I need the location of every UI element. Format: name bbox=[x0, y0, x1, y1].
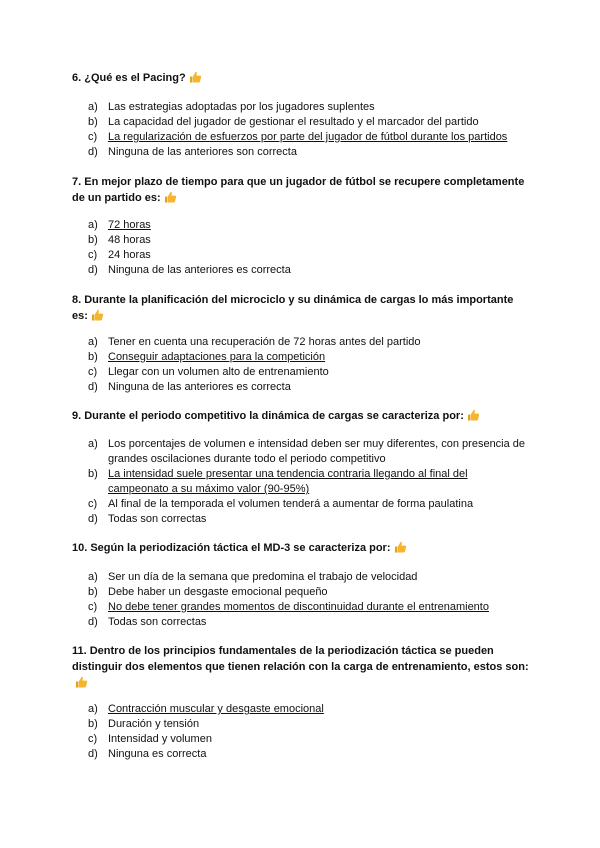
thumbs-up-icon bbox=[394, 540, 407, 556]
option-c-correct[interactable]: c) La regularización de esfuerzos por parte del jugador de fútbol durante los partidos bbox=[88, 131, 508, 143]
option-a[interactable]: a) Los porcentajes de volumen e intensidad deben ser muy diferentes, con presencia de grandes oscilaciones durante todo el periodo competitivo bbox=[88, 438, 526, 465]
question-text: 11. Dentro de los principios fundamentales de la periodización táctica se pueden distinguir dos elementos que tienen relación con la carga de entrenamiento, estos son: bbox=[72, 645, 529, 673]
question-8-title bbox=[72, 292, 532, 324]
thumbs-up-icon bbox=[189, 70, 202, 86]
option-c[interactable]: c) Llegar con un volumen alto de entrenamiento bbox=[88, 366, 329, 378]
thumbs-up-icon bbox=[467, 408, 480, 424]
question-11-options bbox=[88, 702, 528, 762]
question-10-title bbox=[72, 540, 532, 556]
question-9-options bbox=[88, 437, 528, 527]
option-a[interactable]: a) Ser un día de la semana que predomina el trabajo de velocidad bbox=[88, 571, 418, 583]
question-6-title bbox=[72, 70, 532, 86]
question-text: 6. ¿Qué es el Pacing? bbox=[72, 72, 186, 84]
question-10-options bbox=[88, 570, 528, 630]
question-text: 9. Durante el periodo competitivo la dinámica de cargas se caracteriza por: bbox=[72, 410, 464, 422]
option-a-correct[interactable]: a) 72 horas bbox=[88, 219, 151, 231]
question-7-options bbox=[88, 218, 528, 278]
question-8-options bbox=[88, 335, 528, 395]
option-d[interactable]: d) Ninguna de las anteriores son correcta bbox=[88, 146, 297, 158]
option-d[interactable]: d) Todas son correctas bbox=[88, 616, 207, 628]
option-a[interactable]: a) Tener en cuenta una recuperación de 72 horas antes del partido bbox=[88, 336, 421, 348]
option-b-correct[interactable]: b) Conseguir adaptaciones para la competición bbox=[88, 351, 326, 363]
thumbs-up-icon bbox=[91, 308, 104, 324]
option-b[interactable]: b) Duración y tensión bbox=[88, 718, 200, 730]
option-b[interactable]: b) 48 horas bbox=[88, 234, 151, 246]
option-b-correct[interactable]: b) La intensidad suele presentar una tendencia contraria llegando al final del campeonato a su máximo valor (90-95%) bbox=[88, 468, 468, 495]
thumbs-up-icon bbox=[75, 675, 88, 691]
option-a-correct[interactable]: a) Contracción muscular y desgaste emocional bbox=[88, 703, 324, 715]
option-a[interactable]: a) Las estrategias adoptadas por los jugadores suplentes bbox=[88, 101, 375, 113]
option-c[interactable]: c) Intensidad y volumen bbox=[88, 733, 212, 745]
question-text: 10. Según la periodización táctica el MD-3 se caracteriza por: bbox=[72, 542, 391, 554]
option-d[interactable]: d) Ninguna es correcta bbox=[88, 748, 207, 760]
thumbs-up-icon bbox=[164, 190, 177, 206]
question-9-title bbox=[72, 408, 532, 424]
option-b[interactable]: b) Debe haber un desgaste emocional pequeño bbox=[88, 586, 328, 598]
option-d[interactable]: d) Ninguna de las anteriores es correcta bbox=[88, 381, 291, 393]
option-d[interactable]: d) Ninguna de las anteriores es correcta bbox=[88, 264, 291, 276]
option-c[interactable]: c) Al final de la temporada el volumen tenderá a aumentar de forma paulatina bbox=[88, 498, 474, 510]
question-text: 8. Durante la planificación del microciclo y su dinámica de cargas lo más importante es: bbox=[72, 294, 514, 322]
option-c[interactable]: c) 24 horas bbox=[88, 249, 151, 261]
question-text: 7. En mejor plazo de tiempo para que un jugador de fútbol se recupere completamente de un partido es: bbox=[72, 176, 525, 204]
option-c-correct[interactable]: c) No debe tener grandes momentos de discontinuidad durante el entrenamiento bbox=[88, 601, 489, 613]
option-d[interactable]: d) Todas son correctas bbox=[88, 513, 207, 525]
option-b[interactable]: b) La capacidad del jugador de gestionar el resultado y el marcador del partido bbox=[88, 116, 479, 128]
question-11-title bbox=[72, 643, 532, 691]
question-6-options bbox=[88, 100, 528, 160]
question-7-title bbox=[72, 174, 532, 206]
